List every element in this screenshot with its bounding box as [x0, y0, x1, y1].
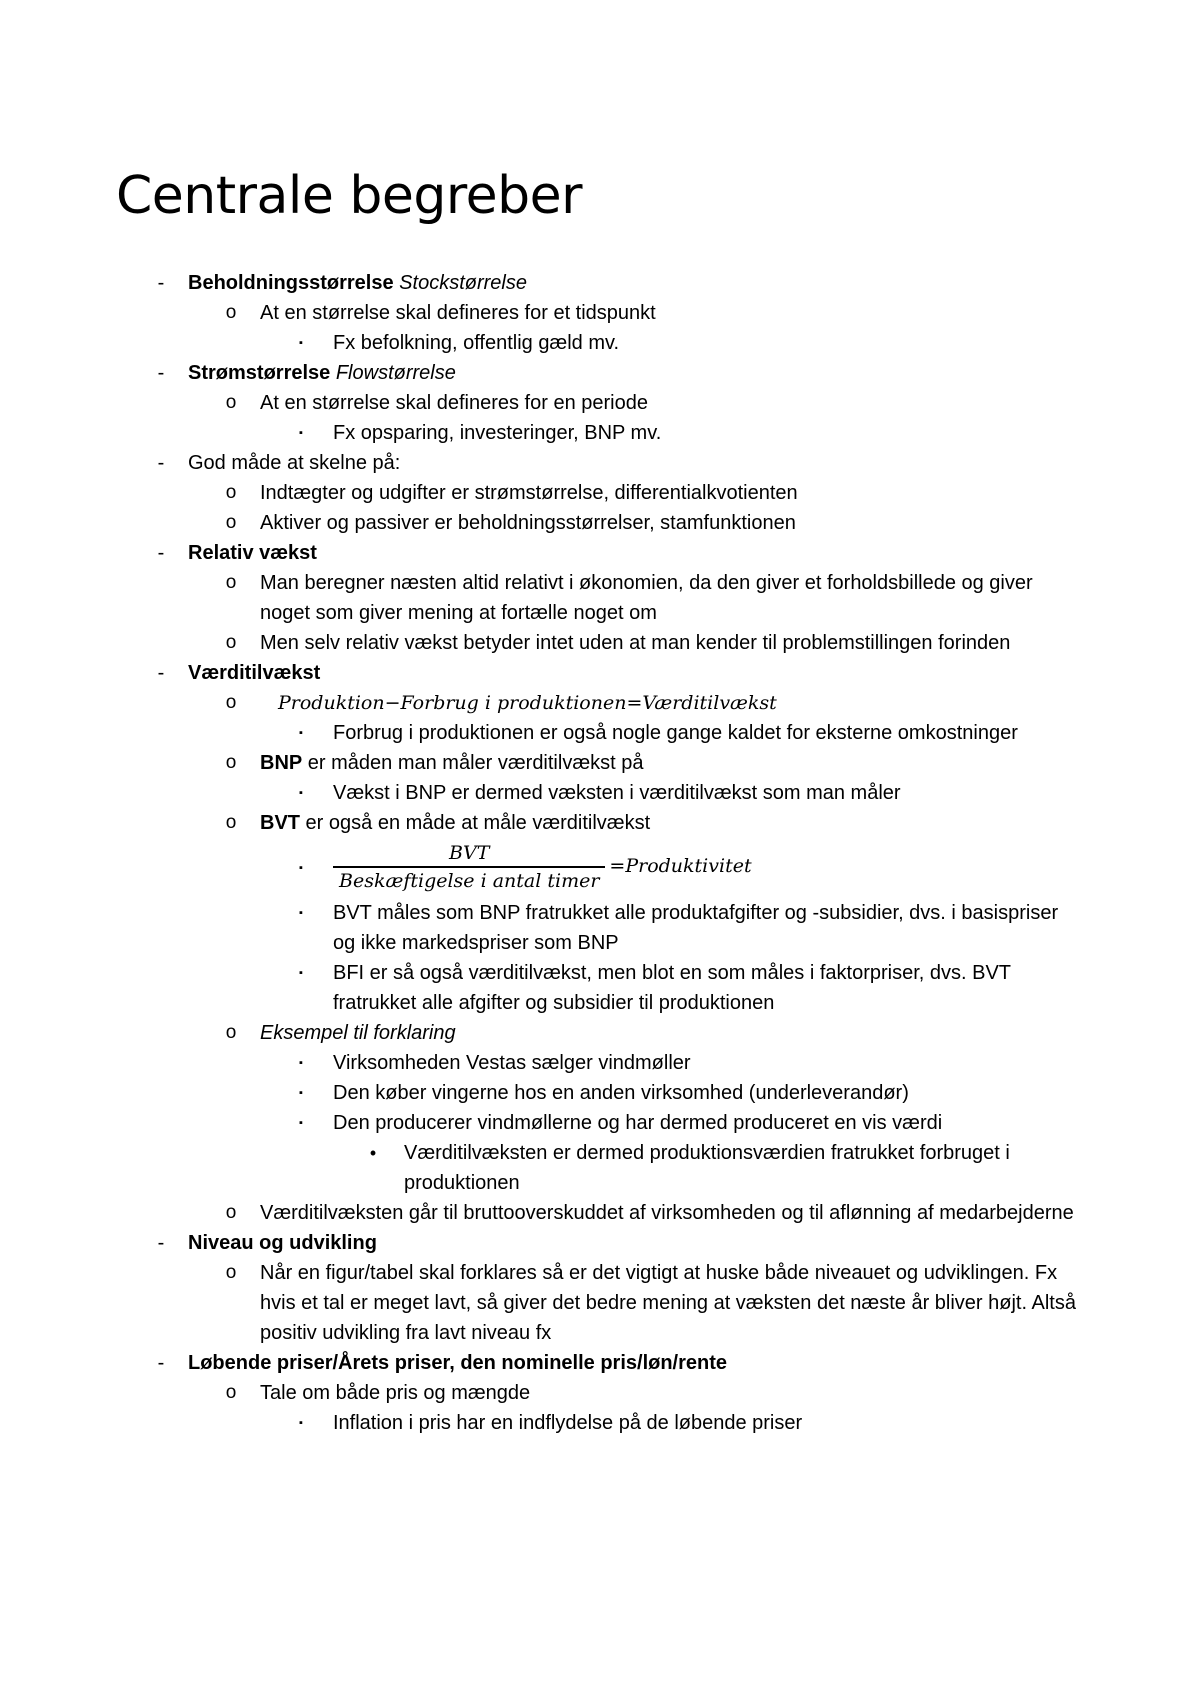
item-text: God måde at skelne på:: [188, 452, 401, 474]
list-item: [0, 898, 1083, 958]
circle-marker: o: [225, 302, 237, 323]
equation-produktivitet: [333, 838, 1083, 894]
list-item: [0, 568, 1080, 628]
circle-marker: o: [225, 812, 237, 833]
list-item: [0, 1228, 1200, 1258]
circle-marker: o: [225, 1202, 237, 1223]
item-text: Forbrug i produktionen er også nogle gange kaldet for eksterne omkostninger: [333, 722, 1018, 744]
item-text: Værditilvæksten går til bruttooverskuddet af virksomheden og til aflønning af medarbejderne: [260, 1202, 1074, 1224]
circle-marker: o: [225, 572, 237, 593]
list-item: [0, 1048, 1083, 1078]
list-item: [0, 1378, 1080, 1408]
term-vaerditilvaekst: Værditilvækst: [188, 662, 321, 684]
circle-marker: o: [225, 512, 237, 533]
item-text: Inflation i pris har en indflydelse på de løbende priser: [333, 1412, 803, 1434]
list-item: [0, 1108, 1083, 1138]
item-text: Virksomheden Vestas sælger vindmøller: [333, 1052, 691, 1074]
list-item: [0, 478, 1080, 508]
dash-marker: -: [157, 272, 165, 294]
item-text: At en størrelse skal defineres for et tidspunkt: [260, 302, 656, 324]
term-beholdningsstorrelse: Beholdningsstørrelse: [188, 272, 394, 294]
item-text: Den køber vingerne hos en anden virksomhed (underleverandør): [333, 1082, 909, 1104]
circle-marker: o: [225, 1262, 237, 1283]
item-text: Fx befolkning, offentlig gæld mv.: [333, 332, 620, 354]
list-item: [0, 1348, 1200, 1378]
item-text: Aktiver og passiver er beholdningsstørrelser, stamfunktionen: [260, 512, 796, 534]
square-marker: ▪: [299, 787, 303, 799]
list-item: [0, 328, 1083, 358]
square-marker: ▪: [299, 427, 303, 439]
list-item: [0, 268, 1200, 298]
term-lobende-priser: Løbende priser/Årets priser, den nominelle pris/løn/rente: [188, 1352, 728, 1374]
list-item: [0, 388, 1080, 418]
item-text: er også en måde at måle værditilvækst: [300, 812, 651, 834]
list-item: [0, 358, 1200, 388]
square-marker: ▪: [299, 862, 303, 874]
dash-marker: -: [157, 1232, 165, 1254]
term-flowstorrelse: Flowstørrelse: [335, 362, 456, 384]
square-marker: ▪: [299, 1057, 303, 1069]
item-text: Når en figur/tabel skal forklares så er det vigtigt at huske både niveauet og udviklingen. Fx hvis et tal er meget lavt, så giver det bedre mening at væksten det næste år bliver højt. Altså positiv udvikling fra lavt niveau fx: [260, 1262, 1076, 1344]
equation-rhs: =Produktivitet: [609, 855, 752, 877]
equation-vaerditilvaekst: Produktion−Forbrug i produktionen=Værditilvækst: [278, 692, 777, 714]
bullet-marker: •: [369, 1143, 377, 1163]
list-item: [0, 448, 1200, 478]
list-item: [0, 838, 1083, 898]
fraction-numerator: BVT: [449, 842, 490, 864]
square-marker: ▪: [299, 337, 303, 349]
dash-marker: -: [157, 1352, 165, 1374]
item-text: Tale om både pris og mængde: [260, 1382, 531, 1404]
fraction: [333, 840, 605, 894]
circle-marker: o: [225, 752, 237, 773]
term-niveau-og-udvikling: Niveau og udvikling: [188, 1232, 377, 1254]
fraction-denominator: Beskæftigelse i antal timer: [333, 866, 605, 894]
list-item: [0, 688, 1080, 718]
item-text: At en størrelse skal defineres for en periode: [260, 392, 648, 414]
item-text: Indtægter og udgifter er strømstørrelse, differentialkvotienten: [260, 482, 798, 504]
list-item: [0, 1138, 1084, 1198]
list-item: [0, 808, 1080, 838]
square-marker: ▪: [299, 907, 303, 919]
circle-marker: o: [225, 692, 237, 713]
item-text: Værditilvæksten er dermed produktionsværdien fratrukket forbruget i produktionen: [404, 1142, 1010, 1194]
item-text: Den producerer vindmøllerne og har dermed produceret en vis værdi: [333, 1112, 943, 1134]
item-text: er måden man måler værditilvækst på: [302, 752, 644, 774]
concept-list: [0, 268, 1200, 1438]
list-item: [0, 628, 1080, 658]
list-item: [0, 958, 1083, 1018]
item-text: Men selv relativ vækst betyder intet uden at man kender til problemstillingen forinden: [260, 632, 1011, 654]
circle-marker: o: [225, 1382, 237, 1403]
circle-marker: o: [225, 632, 237, 653]
list-item: [0, 538, 1200, 568]
list-item: [0, 1258, 1080, 1348]
list-item: [0, 1198, 1080, 1228]
dash-marker: -: [157, 662, 165, 684]
circle-marker: o: [225, 1022, 237, 1043]
term-bnp: BNP: [260, 752, 303, 774]
term-stromstorrelse: Strømstørrelse: [188, 362, 331, 384]
list-item: [0, 418, 1083, 448]
list-item: [0, 1408, 1083, 1438]
page-title: Centrale begreber: [116, 166, 582, 226]
square-marker: ▪: [299, 1087, 303, 1099]
list-item: [0, 1078, 1083, 1108]
item-text: BFI er så også værditilvækst, men blot en som måles i faktorpriser, dvs. BVT fratrukket alle afgifter og subsidier til produktionen: [333, 962, 1011, 1014]
list-item: [0, 1018, 1080, 1048]
term-bvt: BVT: [260, 812, 300, 834]
dash-marker: -: [157, 542, 165, 564]
dash-marker: -: [157, 452, 165, 474]
term-stockstorrelse: Stockstørrelse: [399, 272, 527, 294]
item-text: Eksempel til forklaring: [260, 1022, 456, 1044]
item-text: Man beregner næsten altid relativt i økonomien, da den giver et forholdsbillede og giver noget som giver mening at fortælle noget om: [260, 572, 1033, 624]
list-item: [0, 778, 1083, 808]
list-item: [0, 508, 1080, 538]
circle-marker: o: [225, 482, 237, 503]
square-marker: ▪: [299, 1117, 303, 1129]
item-text: BVT måles som BNP fratrukket alle produktafgifter og -subsidier, dvs. i basispriser og ikke markedspriser som BNP: [333, 902, 1059, 954]
square-marker: ▪: [299, 1417, 303, 1429]
square-marker: ▪: [299, 727, 303, 739]
item-text: Vækst i BNP er dermed væksten i værditilvækst som man måler: [333, 782, 901, 804]
list-item: [0, 658, 1200, 688]
square-marker: ▪: [299, 967, 303, 979]
list-item: [0, 718, 1083, 748]
term-relativ-vaekst: Relativ vækst: [188, 542, 317, 564]
list-item: [0, 748, 1080, 778]
dash-marker: -: [157, 362, 165, 384]
list-item: [0, 298, 1080, 328]
circle-marker: o: [225, 392, 237, 413]
item-text: Fx opsparing, investeringer, BNP mv.: [333, 422, 662, 444]
